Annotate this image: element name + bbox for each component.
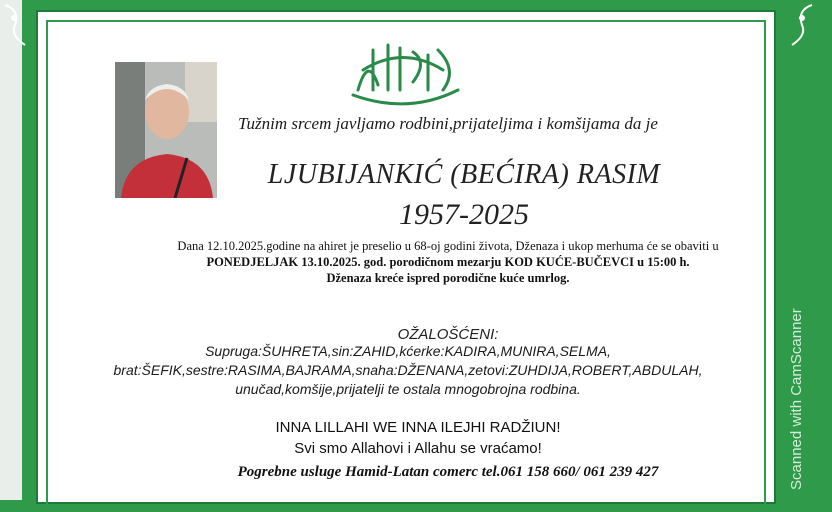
details-line-2: PONEDJELJAK 13.10.2025. god. porodičnom mezarju KOD KUĆE-BUČEVCI u 15:00 h. bbox=[206, 255, 690, 269]
details-line-3: Dženaza kreće ispred porodične kuće umrlog. bbox=[326, 271, 570, 285]
floral-corner-ornament-right-icon bbox=[772, 0, 822, 60]
mourners-line-3: unučad,komšije,prijatelji te ostala mnogobrojna rodbina. bbox=[235, 381, 581, 397]
life-years: 1957-2025 bbox=[399, 198, 529, 231]
opening-line: Tužnim srcem javljamo rodbini,prijateljima i komšijama da je bbox=[238, 114, 658, 133]
arabic-calligraphy-emblem-icon bbox=[338, 30, 468, 110]
funeral-services-footer: Pogrebne usluge Hamid-Latan comerc tel.061 158 660/ 061 239 427 bbox=[237, 464, 659, 480]
deceased-name: LJUBIJANKIĆ (BEĆIRA) RASIM bbox=[267, 159, 661, 190]
deceased-photo bbox=[115, 62, 217, 198]
mourners-line-2: brat:ŠEFIK,sestre:RASIMA,BAJRAMA,snaha:DŽENANA,zetovi:ZUHDIJA,ROBERT,ABDULAH, bbox=[113, 362, 703, 378]
notice-frame bbox=[36, 10, 776, 504]
portrait-image bbox=[115, 62, 217, 198]
camscanner-watermark: Scanned with CamScanner bbox=[788, 308, 805, 490]
mourners-list bbox=[48, 342, 768, 399]
mourners-line-1: Supruga:ŠUHRETA,sin:ZAHID,kćerke:KADIRA,MUNIRA,SELMA, bbox=[205, 343, 611, 359]
mourners-title: OŽALOŠĆENI: bbox=[397, 326, 499, 343]
prayer-line-2: Svi smo Allahovi i Allahu se vraćamo! bbox=[294, 440, 542, 457]
details-line-1: Dana 12.10.2025.godine na ahiret je preselio u 68-oj godini života, Dženaza i ukop merhuma će se obaviti u bbox=[177, 239, 719, 253]
prayer-text bbox=[208, 417, 628, 459]
floral-corner-ornament-icon bbox=[0, 0, 40, 60]
left-background-strip bbox=[0, 0, 22, 500]
funeral-details bbox=[128, 238, 768, 286]
prayer-line-1: INNA LILLAHI WE INNA ILEJHI RADŽIUN! bbox=[275, 419, 561, 436]
